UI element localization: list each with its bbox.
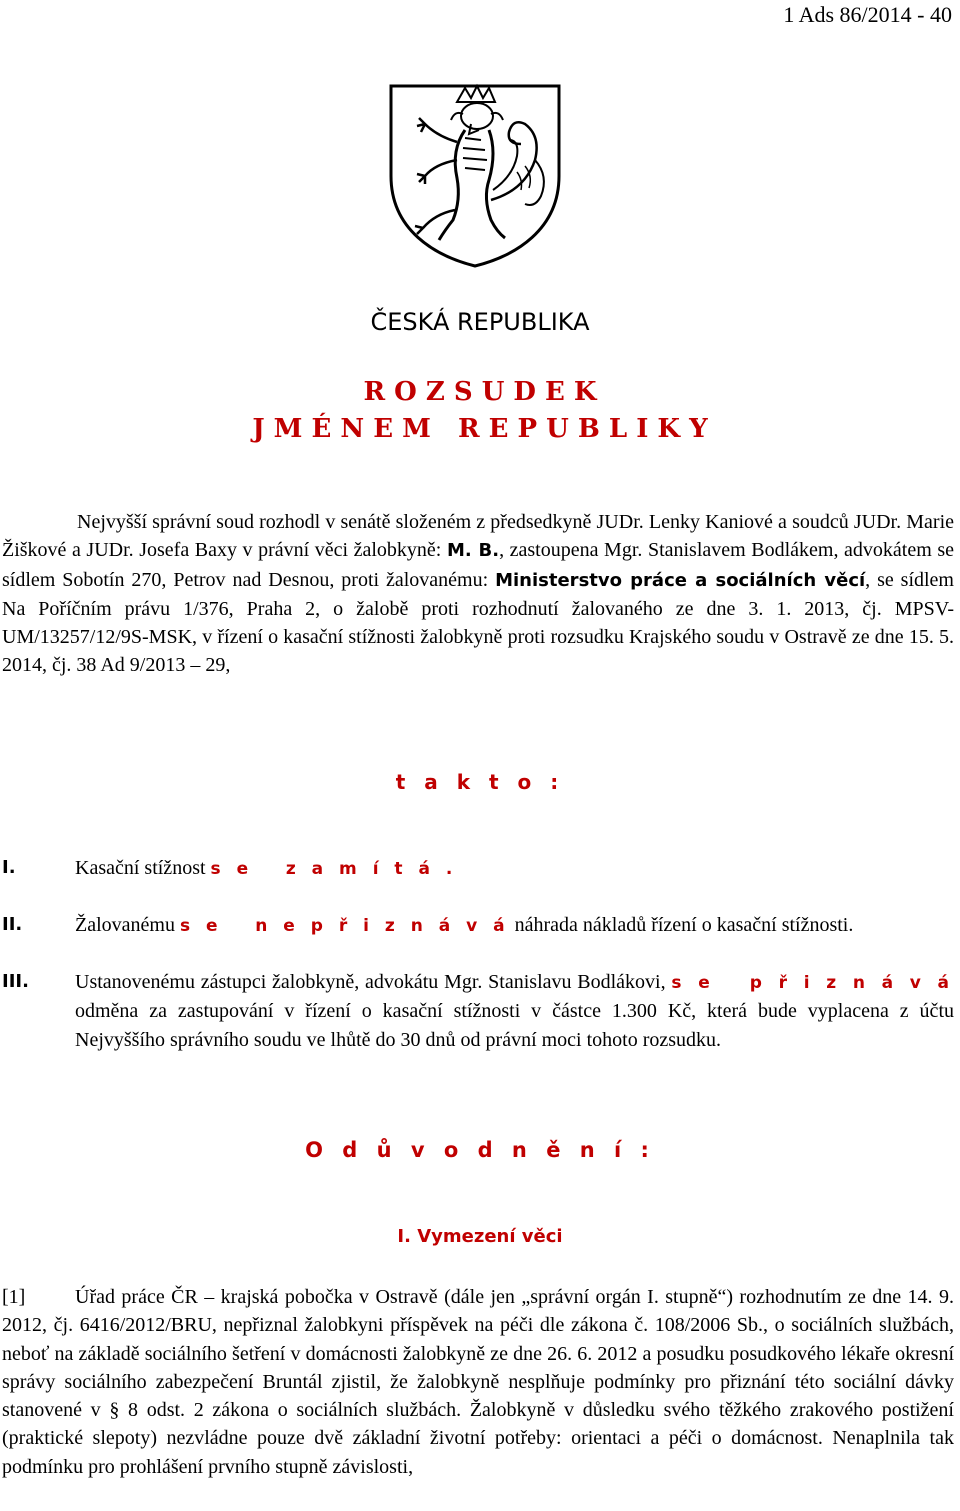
document-subtitle: J M É N E M R E P U B L I K Y	[252, 414, 708, 444]
verdict-item-1	[2, 854, 954, 883]
verdict-ruling: s e p ř i z n á v á	[671, 973, 955, 993]
intro-text-3: , se sídlem Na Poříčním právu 1/376, Praha 2, o žalobě proti rozhodnutí žalovaného ze dne 3. 1. 2013, čj. MPSV-UM/13257/12/9S-MSK, v řízení o kasační stížnosti žalobkyně proti rozsudku Krajského soudu v Ostravě ze dne 15. 5. 2014, čj. 38 Ad 9/2013 – 29,	[2, 568, 954, 677]
czech-coat-of-arms-icon	[385, 80, 565, 270]
verdict-text-post: náhrada nákladů řízení o kasační stížnosti.	[509, 914, 854, 936]
paragraph-1	[2, 1283, 954, 1481]
intro-text-2: , zastoupena Mgr. Stanislavem Bodlákem, advokátem se sídlem Sobotín 270, Petrov nad Desnou, proti žalovanému:	[2, 539, 955, 591]
plaintiff-name: M. B.	[446, 540, 500, 562]
verdict-item-2	[2, 911, 954, 940]
verdict-text: Kasační stížnost	[75, 857, 211, 879]
paragraph-text: Úřad práce ČR – krajská pobočka v Ostravě (dále jen „správní orgán I. stupně“) rozhodnutím ze dne 14. 9. 2012, čj. 6416/2012/BRU, nepřiznal žalobkyni příspěvek na péči dle zákona č. 108/2006 Sb., o sociálních službách, neboť na základě sociálního šetření v domácnosti žalobkyně ze dne 26. 6. 2012 a posudku posudkového lékaře okresní správy sociálního zabezpečení Bruntál zjistil, že žalobkyně nesplňuje podmínky pro přiznání této sociální dávky stanovené v § 8 odst. 2 zákona o sociálních službách. Žalobkyně v důsledku svého těžkého zrakového postižení (praktické slepoty) nezvládne pouze dvě základní životní potřeby: orientaci a péči o domácnost. Nenaplnila tak podmínku pro prohlášení prvního stupně závislosti,	[2, 1286, 954, 1478]
country-name: ČESKÁ REPUBLIKA	[370, 308, 590, 336]
verdict-text: Žalovanému	[75, 914, 180, 936]
verdict-item-3	[2, 968, 954, 1054]
takto-heading: t a k t o :	[395, 770, 565, 794]
intro-paragraph	[2, 508, 954, 680]
reasoning-heading: O d ů v o d n ě n í :	[305, 1138, 655, 1162]
verdict-number: II.	[2, 914, 23, 935]
case-reference: 1 Ads 86/2014 - 40	[783, 2, 952, 27]
paragraph-number: [1]	[2, 1286, 26, 1308]
defendant-name: Ministerstvo práce a sociálních věcí	[495, 569, 866, 591]
section-heading: I. Vymezení věci	[397, 1226, 563, 1247]
verdict-ruling: s e n e p ř i z n á v á	[179, 916, 510, 936]
verdict-text: Ustanovenému zástupci žalobkyně, advokátu Mgr. Stanislavu Bodlákovi,	[75, 971, 672, 993]
intro-text-1: Nejvyšší správní soud rozhodl v senátě složeném z předsedkyně JUDr. Lenky Kaniové a soudců JUDr. Marie Žiškové a JUDr. Josefa Baxy v právní věci žalobkyně:	[2, 511, 954, 562]
verdict-number: I.	[2, 857, 16, 878]
verdict-ruling: s e z a m í t á .	[210, 859, 458, 879]
verdict-number: III.	[2, 971, 29, 992]
document-title: R O Z S U D E K	[363, 377, 597, 407]
verdict-text-post: odměna za zastupování v řízení o kasační stížnosti v částce 1.300 Kč, která bude vyplacena z účtu Nejvyššího správního soudu ve lhůtě do 30 dnů od právní moci tohoto rozsudku.	[75, 1000, 954, 1051]
